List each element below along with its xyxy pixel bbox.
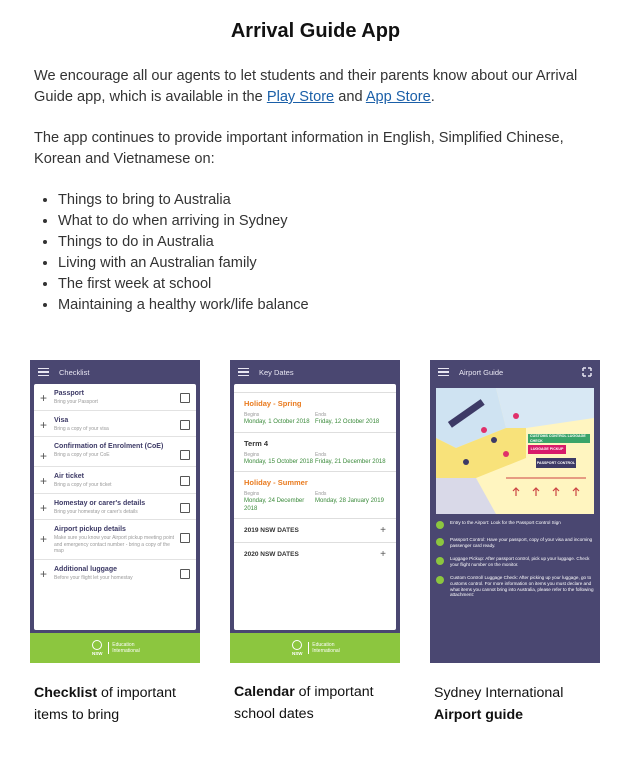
play-store-link[interactable]: Play Store: [266, 89, 335, 105]
begin-date: Monday, 15 October 2018: [244, 458, 313, 465]
caption-bold: Calendar: [234, 684, 295, 700]
item-name: Additional luggage: [54, 565, 117, 573]
plus-icon: +: [40, 449, 48, 463]
checkbox-icon: [180, 420, 190, 430]
languages-paragraph: The app continues to provide important information in English, Simplified Chinese, Korean and Vietnamese on:: [34, 130, 564, 167]
checklist-card: [34, 384, 196, 630]
step-dot-icon: [436, 521, 444, 529]
header-title: Airport Guide: [459, 367, 504, 377]
end-date: Monday, 28 January 2019: [315, 498, 384, 504]
map-drawing: [436, 388, 594, 514]
item-sub: Before your flight let your homestay: [54, 574, 133, 581]
dates-card: [234, 384, 396, 630]
plus-icon: +: [40, 566, 48, 581]
ends-label: Ends: [315, 491, 327, 497]
list-item: [34, 560, 196, 586]
item-name: Confirmation of Enrolment (CoE): [54, 443, 164, 450]
item-name: Visa: [54, 416, 69, 424]
item-name: Air ticket: [54, 473, 84, 480]
plus-icon: +: [40, 500, 48, 515]
app-footer: [230, 633, 400, 663]
nsw-dates-2019-row[interactable]: [234, 519, 396, 543]
item-sub: Bring your Passport: [54, 399, 98, 405]
ends-label: Ends: [315, 451, 327, 458]
list-item: • Maintaining a healthy work/life balance: [58, 295, 309, 316]
luggage-sign: LUGGAGE PICKUP: [528, 445, 566, 454]
list-item: • Things to bring to Australia: [58, 190, 309, 211]
section-name: Holiday - Spring: [244, 399, 302, 408]
ends-label: Ends: [315, 412, 327, 418]
item-sub: Make sure you know your Airport pickup meeting point and emergency contact number - bring a copy of the map: [54, 535, 175, 554]
item-sub: Bring a copy of your ticket: [54, 482, 112, 488]
nsw-logo: [90, 638, 104, 658]
intro-paragraph: [34, 66, 604, 108]
step-text: Entry to the Airport: Look for the Passport Control Sign: [450, 520, 561, 525]
plus-icon: +: [40, 417, 48, 432]
brand-line2: International: [312, 648, 340, 654]
begin-date: Monday, 1 October 2018: [244, 419, 310, 425]
airport-steps: [436, 520, 594, 602]
step-item: [436, 537, 594, 548]
caption-text: of important school dates: [234, 684, 374, 722]
list-item: • Things to do in Australia: [58, 232, 309, 253]
item-name: Airport pickup details: [54, 526, 126, 533]
item-sub: Bring a copy of your visa: [54, 425, 109, 432]
list-item: • What to do when arriving in Sydney: [58, 211, 309, 232]
list-item: [34, 411, 196, 438]
caption-bold: Airport guide: [434, 706, 524, 723]
begins-label: Begins: [244, 451, 260, 458]
item-name: Passport: [54, 390, 84, 397]
plus-icon: +: [40, 532, 48, 546]
caption-bold: Checklist: [34, 685, 98, 701]
checkbox-icon: [180, 569, 190, 579]
checkbox-icon: [180, 476, 190, 486]
step-text: Luggage Pickup: After passport control, pick up your luggage. Check your flight number on the monitor.: [450, 556, 590, 567]
airport-guide-screenshot: [430, 360, 600, 663]
intro-text: We encourage all our agents to let students and their parents know about our Arrival Guide app, which is available in the: [34, 68, 578, 105]
step-dot-icon: [436, 557, 444, 565]
plus-icon: +: [380, 549, 386, 560]
list-item: • Living with an Australian family: [58, 253, 309, 274]
checkbox-icon: [180, 450, 190, 460]
step-item: [436, 520, 594, 529]
airport-caption: [434, 683, 584, 726]
date-section: [234, 472, 396, 519]
brand-line2: International: [112, 648, 140, 654]
begin-date: Monday, 24 December 2018: [244, 498, 305, 512]
page-title: Arrival Guide App: [230, 20, 401, 42]
checklist-screenshot: [30, 360, 200, 663]
app-footer: [30, 633, 200, 663]
step-text: Passport Control: Have your passport, copy of your visa and incoming passenger card ready.: [450, 537, 593, 548]
key-dates-screenshot: [230, 360, 400, 663]
plus-icon: +: [40, 391, 48, 405]
brand-text: [308, 642, 340, 654]
end-date: Friday, 21 December 2018: [315, 458, 386, 465]
plus-icon: +: [380, 525, 386, 536]
step-item: [436, 556, 594, 567]
bar-label: 2020 NSW DATES: [244, 551, 299, 558]
menu-icon: [38, 368, 49, 376]
intro-period: .: [430, 89, 435, 105]
item-sub: Bring a copy of your CoE: [54, 452, 110, 458]
plus-icon: +: [40, 474, 48, 488]
list-item: [34, 467, 196, 494]
bar-label: 2019 NSW DATES: [244, 527, 299, 534]
calendar-caption: [234, 682, 394, 725]
caption-text: Sydney International: [434, 685, 564, 701]
app-store-link[interactable]: App Store: [365, 89, 431, 105]
nsw-logo: [290, 638, 304, 658]
app-header: [430, 360, 600, 384]
item-sub: Bring your homestay or carer's details: [54, 508, 138, 515]
list-item: [34, 494, 196, 521]
airport-map: [436, 388, 594, 514]
intro-and: and: [334, 89, 366, 105]
customs-sign: CUSTOMS CONTROL LUGGAGE CHECK: [528, 434, 590, 443]
header-title: Key Dates: [259, 367, 294, 377]
header-title: Checklist: [59, 367, 90, 377]
passport-sign: PASSPORT CONTROL: [536, 458, 576, 468]
checkbox-icon: [180, 533, 190, 543]
brand-short: NSW: [291, 651, 303, 656]
list-item: [34, 520, 196, 560]
begins-label: Begins: [244, 412, 260, 418]
menu-icon: [238, 368, 249, 376]
caption-text: of important items to bring: [34, 685, 176, 723]
fullscreen-icon: [582, 367, 592, 377]
nsw-dates-2020-row[interactable]: [234, 543, 396, 566]
begins-label: Begins: [244, 491, 260, 497]
step-item: [436, 575, 594, 597]
topics-list: [34, 190, 309, 316]
list-item: [34, 437, 196, 467]
list-item: [34, 384, 196, 411]
step-text: Custom Control/ Luggage Check: After picking up your luggage, go to customs control. For more information on items you must declare and what items you cannot bring into Australia, please refer to the following attachment:: [450, 575, 594, 598]
checkbox-icon: [180, 503, 190, 513]
step-dot-icon: [436, 576, 444, 584]
waratah-icon: [292, 640, 302, 650]
section-name: Holiday - Summer: [244, 478, 308, 487]
brand-line1: Education: [112, 642, 135, 648]
step-dot-icon: [436, 538, 444, 546]
checklist-caption: [34, 683, 194, 726]
section-name: Term 4: [244, 438, 269, 448]
list-item: • The first week at school: [58, 274, 309, 295]
app-header: [30, 360, 200, 384]
waratah-icon: [92, 640, 102, 650]
item-name: Homestay or carer's details: [54, 499, 146, 507]
brand-line1: Education: [312, 642, 335, 648]
brand-short: NSW: [91, 651, 103, 656]
app-header: [230, 360, 400, 384]
menu-icon: [438, 368, 449, 376]
checkbox-icon: [180, 393, 190, 403]
date-section: [234, 392, 396, 433]
brand-text: [108, 642, 140, 654]
date-section: [234, 433, 396, 473]
end-date: Friday, 12 October 2018: [315, 419, 380, 425]
